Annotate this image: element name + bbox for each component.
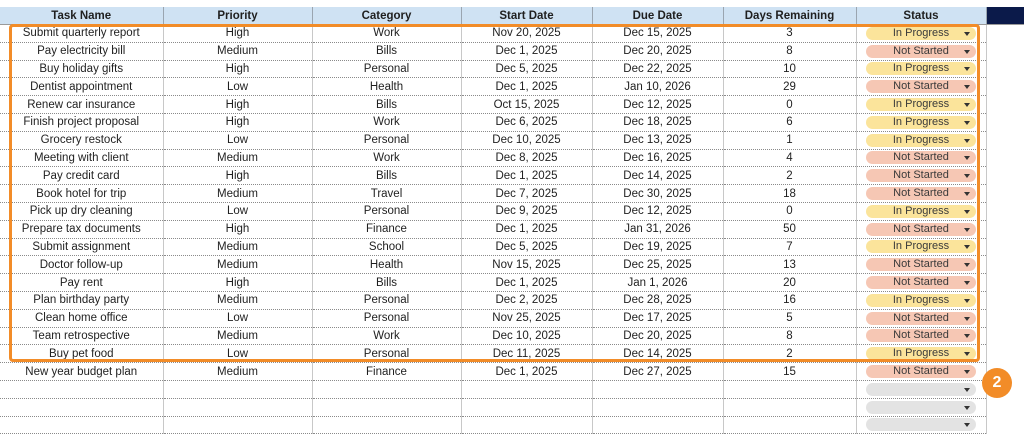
status-dropdown[interactable] (866, 276, 976, 289)
priority-cell[interactable]: Low (163, 78, 312, 96)
filler-cell (986, 131, 1024, 149)
dropdown-arrow-icon[interactable] (964, 174, 970, 178)
days-remaining-cell[interactable]: 20 (723, 274, 856, 292)
status-dropdown[interactable] (866, 98, 976, 111)
status-label: Not Started (893, 258, 949, 271)
category-cell[interactable]: Bills (312, 42, 461, 60)
priority-cell[interactable]: High (163, 25, 312, 43)
category-cell[interactable]: Personal (312, 291, 461, 309)
days-remaining-cell[interactable]: 7 (723, 238, 856, 256)
status-label: Not Started (893, 311, 949, 324)
filler-cell (986, 309, 1024, 327)
status-label: In Progress (892, 293, 950, 306)
dropdown-arrow-icon[interactable] (964, 245, 970, 249)
category-cell[interactable]: Work (312, 149, 461, 167)
filler-cell (986, 113, 1024, 131)
status-cell[interactable] (856, 309, 986, 327)
dropdown-arrow-icon[interactable] (964, 352, 970, 356)
start-date-cell[interactable]: Dec 1, 2025 (461, 78, 592, 96)
empty-cell[interactable] (461, 398, 592, 416)
status-cell[interactable] (856, 256, 986, 274)
table-row (0, 149, 1024, 167)
table-row (0, 363, 1024, 381)
task-name-cell[interactable]: Pick up dry cleaning (0, 202, 163, 220)
dropdown-arrow-icon[interactable] (964, 139, 970, 143)
dropdown-arrow-icon[interactable] (964, 317, 970, 321)
status-cell[interactable] (856, 274, 986, 292)
due-date-cell[interactable]: Dec 16, 2025 (592, 149, 723, 167)
due-date-cell[interactable]: Dec 27, 2025 (592, 363, 723, 381)
table-row (0, 42, 1024, 60)
due-date-cell[interactable]: Dec 12, 2025 (592, 202, 723, 220)
status-cell[interactable] (856, 113, 986, 131)
priority-cell[interactable]: Low (163, 202, 312, 220)
status-label: Not Started (893, 222, 949, 235)
status-dropdown[interactable] (866, 134, 976, 147)
status-label: Not Started (893, 187, 949, 200)
days-remaining-cell[interactable]: 2 (723, 345, 856, 363)
due-date-cell[interactable]: Dec 22, 2025 (592, 60, 723, 78)
filler-cell (986, 202, 1024, 220)
filler-cell (986, 25, 1024, 43)
status-label: In Progress (892, 62, 950, 75)
dropdown-arrow-icon[interactable] (964, 85, 970, 89)
due-date-cell[interactable]: Dec 19, 2025 (592, 238, 723, 256)
status-label: In Progress (892, 133, 950, 146)
status-cell[interactable] (856, 96, 986, 114)
status-dropdown[interactable] (866, 365, 976, 378)
status-cell[interactable] (856, 185, 986, 203)
days-remaining-cell[interactable]: 4 (723, 149, 856, 167)
task-name-cell[interactable]: Grocery restock (0, 131, 163, 149)
table-row (0, 131, 1024, 149)
table-row (0, 113, 1024, 131)
empty-cell[interactable] (592, 416, 723, 434)
category-cell[interactable]: Personal (312, 131, 461, 149)
start-date-cell[interactable]: Dec 10, 2025 (461, 131, 592, 149)
empty-cell[interactable] (723, 380, 856, 398)
dropdown-arrow-icon[interactable] (964, 334, 970, 338)
days-remaining-cell[interactable]: 2 (723, 167, 856, 185)
status-label: Not Started (893, 276, 949, 289)
empty-cell[interactable] (461, 380, 592, 398)
status-cell[interactable] (856, 60, 986, 78)
table-row (0, 25, 1024, 43)
header-category[interactable]: Category (312, 7, 461, 25)
category-cell[interactable]: Finance (312, 363, 461, 381)
status-label: In Progress (892, 26, 950, 39)
days-remaining-cell[interactable]: 5 (723, 309, 856, 327)
header-filler (986, 7, 1024, 25)
start-date-cell[interactable]: Dec 1, 2025 (461, 363, 592, 381)
status-dropdown[interactable] (866, 151, 976, 164)
task-name-cell[interactable]: Doctor follow-up (0, 256, 163, 274)
empty-cell[interactable] (723, 416, 856, 434)
days-remaining-cell[interactable]: 13 (723, 256, 856, 274)
header-row (0, 7, 1024, 25)
days-remaining-cell[interactable]: 3 (723, 25, 856, 43)
priority-cell[interactable]: Low (163, 131, 312, 149)
status-cell[interactable] (856, 291, 986, 309)
filler-cell (986, 345, 1024, 363)
table-row (0, 309, 1024, 327)
filler-cell (986, 42, 1024, 60)
status-dropdown[interactable] (866, 187, 976, 200)
status-label: Not Started (893, 151, 949, 164)
status-dropdown[interactable] (866, 45, 976, 58)
due-date-cell[interactable]: Dec 14, 2025 (592, 345, 723, 363)
table-row (0, 96, 1024, 114)
due-date-cell[interactable]: Dec 15, 2025 (592, 25, 723, 43)
status-dropdown[interactable] (866, 62, 976, 75)
task-table (0, 7, 1024, 434)
table-row (0, 78, 1024, 96)
status-dropdown[interactable] (866, 169, 976, 182)
start-date-cell[interactable]: Dec 10, 2025 (461, 327, 592, 345)
status-label: In Progress (892, 240, 950, 253)
status-dropdown[interactable] (866, 312, 976, 325)
task-name-cell[interactable]: Renew car insurance (0, 96, 163, 114)
filler-cell (986, 185, 1024, 203)
task-name-cell[interactable]: Buy pet food (0, 345, 163, 363)
table-row (0, 202, 1024, 220)
status-cell[interactable] (856, 220, 986, 238)
priority-cell[interactable]: Medium (163, 238, 312, 256)
filler-cell (986, 96, 1024, 114)
due-date-cell[interactable]: Dec 20, 2025 (592, 327, 723, 345)
priority-cell[interactable]: High (163, 167, 312, 185)
status-dropdown[interactable] (866, 223, 976, 236)
table-row (0, 185, 1024, 203)
due-date-cell[interactable]: Dec 13, 2025 (592, 131, 723, 149)
due-date-cell[interactable]: Dec 18, 2025 (592, 113, 723, 131)
table-row (0, 238, 1024, 256)
status-cell[interactable] (856, 363, 986, 381)
status-dropdown[interactable] (866, 294, 976, 307)
task-name-cell[interactable]: Book hotel for trip (0, 185, 163, 203)
empty-cell[interactable] (592, 398, 723, 416)
status-dropdown[interactable] (866, 418, 976, 431)
start-date-cell[interactable]: Dec 6, 2025 (461, 113, 592, 131)
dropdown-arrow-icon[interactable] (964, 156, 970, 160)
status-label: Not Started (893, 80, 949, 93)
task-name-cell[interactable]: Pay rent (0, 274, 163, 292)
task-name-cell[interactable]: Submit assignment (0, 238, 163, 256)
category-cell[interactable]: Health (312, 256, 461, 274)
start-date-cell[interactable]: Dec 1, 2025 (461, 274, 592, 292)
table-row (0, 274, 1024, 292)
category-cell[interactable]: Bills (312, 274, 461, 292)
status-cell[interactable] (856, 42, 986, 60)
status-dropdown[interactable] (866, 347, 976, 360)
table-row (0, 167, 1024, 185)
category-cell[interactable]: Personal (312, 309, 461, 327)
status-cell[interactable] (856, 149, 986, 167)
days-remaining-cell[interactable]: 0 (723, 202, 856, 220)
due-date-cell[interactable]: Jan 1, 2026 (592, 274, 723, 292)
dropdown-arrow-icon[interactable] (964, 281, 970, 285)
status-dropdown[interactable] (866, 205, 976, 218)
status-label: In Progress (892, 98, 950, 111)
status-dropdown[interactable] (866, 258, 976, 271)
empty-cell[interactable] (461, 416, 592, 434)
empty-cell[interactable] (312, 416, 461, 434)
filler-cell (986, 416, 1024, 434)
status-cell[interactable] (856, 25, 986, 43)
dropdown-arrow-icon[interactable] (964, 263, 970, 267)
header-due-date[interactable]: Due Date (592, 7, 723, 25)
status-cell[interactable] (856, 380, 986, 398)
status-cell[interactable] (856, 238, 986, 256)
start-date-cell[interactable]: Dec 5, 2025 (461, 238, 592, 256)
due-date-cell[interactable]: Dec 20, 2025 (592, 42, 723, 60)
status-cell[interactable] (856, 416, 986, 434)
priority-cell[interactable]: Medium (163, 291, 312, 309)
dropdown-arrow-icon[interactable] (964, 423, 970, 427)
status-cell[interactable] (856, 167, 986, 185)
header-start-date[interactable]: Start Date (461, 7, 592, 25)
status-cell[interactable] (856, 327, 986, 345)
empty-cell[interactable] (163, 416, 312, 434)
category-cell[interactable]: Work (312, 113, 461, 131)
task-name-cell[interactable]: Buy holiday gifts (0, 60, 163, 78)
status-label: In Progress (892, 204, 950, 217)
dropdown-arrow-icon[interactable] (964, 370, 970, 374)
due-date-cell[interactable]: Dec 17, 2025 (592, 309, 723, 327)
empty-cell[interactable] (312, 398, 461, 416)
priority-cell[interactable]: Low (163, 345, 312, 363)
empty-row (0, 416, 1024, 434)
days-remaining-cell[interactable]: 1 (723, 131, 856, 149)
category-cell[interactable]: Work (312, 25, 461, 43)
task-name-cell[interactable]: Pay credit card (0, 167, 163, 185)
due-date-cell[interactable]: Dec 28, 2025 (592, 291, 723, 309)
start-date-cell[interactable]: Dec 11, 2025 (461, 345, 592, 363)
dropdown-arrow-icon[interactable] (964, 228, 970, 232)
table-row (0, 291, 1024, 309)
header-task-name[interactable]: Task Name (0, 7, 163, 25)
start-date-cell[interactable]: Dec 5, 2025 (461, 60, 592, 78)
priority-cell[interactable]: Medium (163, 256, 312, 274)
start-date-cell[interactable]: Dec 1, 2025 (461, 220, 592, 238)
days-remaining-cell[interactable]: 16 (723, 291, 856, 309)
filler-cell (986, 60, 1024, 78)
filler-cell (986, 256, 1024, 274)
priority-cell[interactable]: Medium (163, 185, 312, 203)
start-date-cell[interactable]: Dec 7, 2025 (461, 185, 592, 203)
empty-row (0, 398, 1024, 416)
status-cell[interactable] (856, 202, 986, 220)
dropdown-arrow-icon[interactable] (964, 192, 970, 196)
task-name-cell[interactable]: Prepare tax documents (0, 220, 163, 238)
days-remaining-cell[interactable]: 8 (723, 327, 856, 345)
days-remaining-cell[interactable]: 18 (723, 185, 856, 203)
empty-cell[interactable] (0, 416, 163, 434)
priority-cell[interactable]: High (163, 274, 312, 292)
empty-cell[interactable] (163, 398, 312, 416)
due-date-cell[interactable]: Dec 30, 2025 (592, 185, 723, 203)
start-date-cell[interactable]: Dec 1, 2025 (461, 167, 592, 185)
days-remaining-cell[interactable]: 6 (723, 113, 856, 131)
start-date-cell[interactable]: Nov 20, 2025 (461, 25, 592, 43)
dropdown-arrow-icon[interactable] (964, 388, 970, 392)
start-date-cell[interactable]: Oct 15, 2025 (461, 96, 592, 114)
dropdown-arrow-icon[interactable] (964, 299, 970, 303)
days-remaining-cell[interactable]: 0 (723, 96, 856, 114)
status-dropdown[interactable] (866, 116, 976, 129)
status-cell[interactable] (856, 398, 986, 416)
empty-cell[interactable] (0, 398, 163, 416)
due-date-cell[interactable]: Dec 12, 2025 (592, 96, 723, 114)
header-status[interactable]: Status (856, 7, 986, 25)
status-label: Not Started (893, 365, 949, 377)
status-dropdown[interactable] (866, 240, 976, 253)
due-date-cell[interactable]: Dec 25, 2025 (592, 256, 723, 274)
filler-cell (986, 149, 1024, 167)
start-date-cell[interactable]: Dec 1, 2025 (461, 42, 592, 60)
due-date-cell[interactable]: Jan 31, 2026 (592, 220, 723, 238)
priority-cell[interactable]: High (163, 113, 312, 131)
status-cell[interactable] (856, 78, 986, 96)
priority-cell[interactable]: Medium (163, 42, 312, 60)
category-cell[interactable]: Personal (312, 202, 461, 220)
table-row (0, 256, 1024, 274)
status-dropdown[interactable] (866, 27, 976, 40)
filler-cell (986, 220, 1024, 238)
dropdown-arrow-icon[interactable] (964, 32, 970, 36)
empty-cell[interactable] (592, 380, 723, 398)
status-dropdown[interactable] (866, 401, 976, 414)
status-dropdown[interactable] (866, 383, 976, 396)
status-label: Not Started (893, 44, 949, 57)
priority-cell[interactable]: High (163, 96, 312, 114)
category-cell[interactable]: School (312, 238, 461, 256)
table-row (0, 60, 1024, 78)
days-remaining-cell[interactable]: 29 (723, 78, 856, 96)
priority-cell[interactable]: Medium (163, 363, 312, 381)
empty-cell[interactable] (0, 380, 163, 398)
task-name-cell[interactable]: Plan birthday party (0, 291, 163, 309)
table-row (0, 220, 1024, 238)
filler-cell (986, 274, 1024, 292)
dropdown-arrow-icon[interactable] (964, 67, 970, 71)
header-days-remaining[interactable]: Days Remaining (723, 7, 856, 25)
status-dropdown[interactable] (866, 329, 976, 342)
step-badge: 2 (982, 368, 1012, 398)
filler-cell (986, 238, 1024, 256)
category-cell[interactable]: Personal (312, 60, 461, 78)
task-name-cell[interactable]: Submit quarterly report (0, 25, 163, 43)
task-name-cell[interactable]: Dentist appointment (0, 78, 163, 96)
dropdown-arrow-icon[interactable] (964, 103, 970, 107)
days-remaining-cell[interactable]: 10 (723, 60, 856, 78)
category-cell[interactable]: Finance (312, 220, 461, 238)
start-date-cell[interactable]: Dec 2, 2025 (461, 291, 592, 309)
task-name-cell[interactable]: Clean home office (0, 309, 163, 327)
task-name-cell[interactable]: Team retrospective (0, 327, 163, 345)
priority-cell[interactable]: High (163, 60, 312, 78)
category-cell[interactable]: Work (312, 327, 461, 345)
days-remaining-cell[interactable]: 50 (723, 220, 856, 238)
empty-cell[interactable] (312, 380, 461, 398)
category-cell[interactable]: Health (312, 78, 461, 96)
days-remaining-cell[interactable]: 8 (723, 42, 856, 60)
filler-cell (986, 291, 1024, 309)
filler-cell (986, 327, 1024, 345)
task-name-cell[interactable]: Finish project proposal (0, 113, 163, 131)
status-dropdown[interactable] (866, 80, 976, 93)
start-date-cell[interactable]: Dec 8, 2025 (461, 149, 592, 167)
dropdown-arrow-icon[interactable] (964, 50, 970, 54)
start-date-cell[interactable]: Nov 15, 2025 (461, 256, 592, 274)
category-cell[interactable]: Bills (312, 167, 461, 185)
priority-cell[interactable]: High (163, 220, 312, 238)
table-row (0, 345, 1024, 363)
dropdown-arrow-icon[interactable] (964, 121, 970, 125)
category-cell[interactable]: Bills (312, 96, 461, 114)
start-date-cell[interactable]: Nov 25, 2025 (461, 309, 592, 327)
due-date-cell[interactable]: Jan 10, 2026 (592, 78, 723, 96)
empty-cell[interactable] (163, 380, 312, 398)
filler-cell (986, 78, 1024, 96)
start-date-cell[interactable]: Dec 9, 2025 (461, 202, 592, 220)
task-name-cell[interactable]: Pay electricity bill (0, 42, 163, 60)
empty-row (0, 380, 1024, 398)
filler-cell (986, 167, 1024, 185)
priority-cell[interactable]: Medium (163, 149, 312, 167)
days-remaining-cell[interactable]: 15 (723, 363, 856, 381)
status-cell[interactable] (856, 131, 986, 149)
status-cell[interactable] (856, 345, 986, 363)
priority-cell[interactable]: Medium (163, 327, 312, 345)
priority-cell[interactable]: Low (163, 309, 312, 327)
status-label: Not Started (893, 169, 949, 182)
table-row (0, 327, 1024, 345)
filler-cell (986, 398, 1024, 416)
due-date-cell[interactable]: Dec 14, 2025 (592, 167, 723, 185)
dropdown-arrow-icon[interactable] (964, 210, 970, 214)
task-name-cell[interactable]: New year budget plan (0, 363, 163, 381)
empty-cell[interactable] (723, 398, 856, 416)
header-priority[interactable]: Priority (163, 7, 312, 25)
status-label: Not Started (893, 329, 949, 342)
category-cell[interactable]: Travel (312, 185, 461, 203)
task-name-cell[interactable]: Meeting with client (0, 149, 163, 167)
category-cell[interactable]: Personal (312, 345, 461, 363)
status-label: In Progress (892, 347, 950, 360)
status-label: In Progress (892, 115, 950, 128)
